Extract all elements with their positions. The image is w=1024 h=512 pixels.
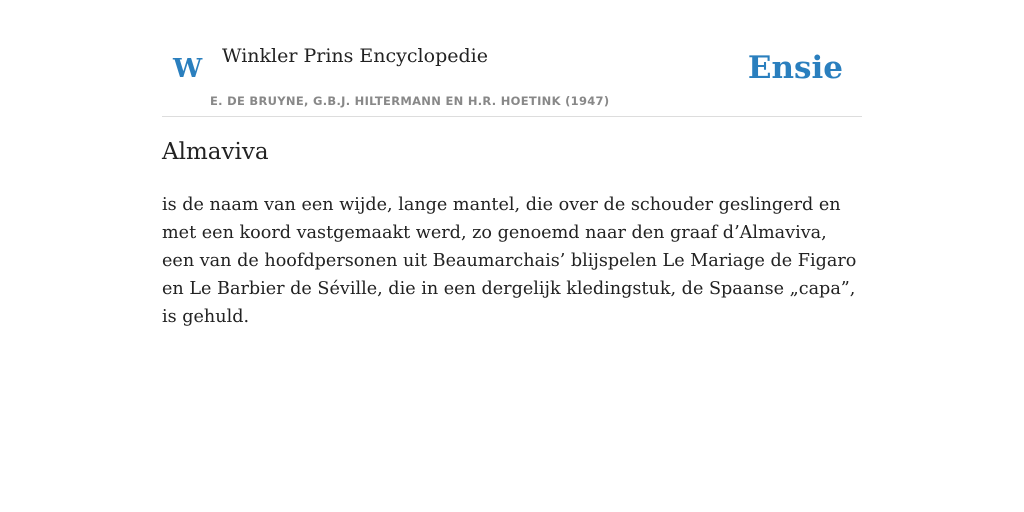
ensie-brand-link[interactable]: Ensie [747,50,843,86]
entry-body: is de naam van een wijde, lange mantel, die over de schouder geslingerd en met een koord vastgemaakt werd, zo genoemd naar den graaf d’Almaviva, een van de hoofdpersonen uit Beaumarchais’ blijspelen Le Mariage de Figaro en Le Barbier de Séville, die in een dergelijk kledingstuk, de Spaanse „capa”, is gehuld. [162,195,857,327]
entry-title: Almaviva [162,139,269,165]
encyclopedia-logo-link[interactable]: W [173,54,203,84]
book-authors: E. DE BRUYNE, G.B.J. HILTERMANN EN H.R. HOETINK (1947) [210,94,610,108]
page-container [162,0,862,327]
page-header [162,0,862,117]
book-title-link[interactable]: Winkler Prins Encyclopedie [222,45,488,67]
